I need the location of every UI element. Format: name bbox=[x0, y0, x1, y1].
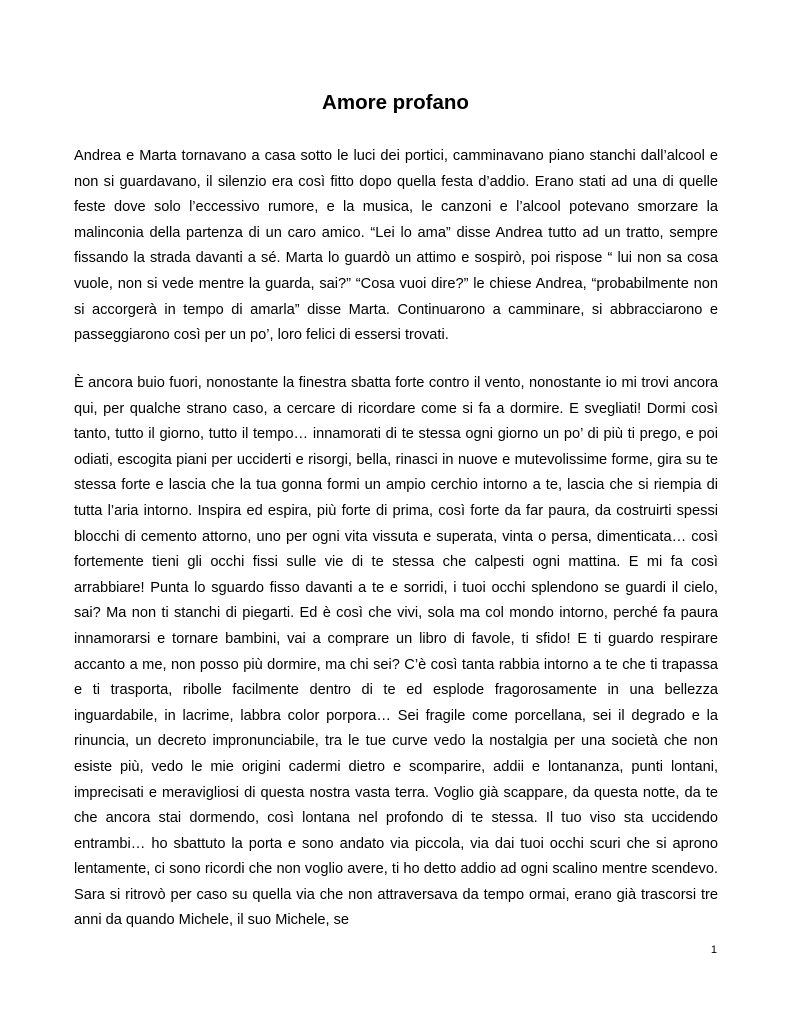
page-number: 1 bbox=[710, 944, 717, 956]
paragraph-1: Andrea e Marta tornavano a casa sotto le luci dei portici, camminavano piano stanchi dall’alcool e non si guardavano, il silenzio era così fitto dopo quella festa d’addio. Erano stati ad una di quelle feste dove solo l’eccessivo rumore, e la musica, le canzoni e l’alcool potevano smorzare la malinconia della partenza di un caro amico. “Lei lo ama” disse Andrea tutto ad un tratto, sempre fissando la strada davanti a sé. Marta lo guardò un attimo e sospirò, poi rispose “ lui non sa cosa vuole, non si vede mentre la guarda, sai?” “Cosa vuoi dire?” le chiese Andrea, “probabilmente non si accorgerà in tempo di amarla” disse Marta. Continuarono a camminare, si abbracciarono e passeggiarono così per un po’, loro felici di essersi trovati. bbox=[74, 148, 718, 344]
paragraph-2: È ancora buio fuori, nonostante la finestra sbatta forte contro il vento, nonostante io mi trovi ancora qui, per qualche strano caso, a cercare di ricordare come si fa a dormire. E svegliati! Dormi così tanto, tutto il giorno, tutto il tempo… innamorati di te stessa ogni giorno un po’ di più ti prego, e poi odiati, escogita piani per ucciderti e risorgi, bella, rinasci in nuove e mutevolissime forme, gira su te stessa forte e lascia che la tua gonna formi un ampio cerchio intorno a te, lascia che si riempia di tutta l’aria intorno. Inspira ed espira, più forte di prima, così forte da far paura, da costruirti spessi blocchi di cemento attorno, uno per ogni vita vissuta e superata, vinta o persa, dimenticata… così fortemente tieni gli occhi fissi sulle vie di te stessa che calpesti ogni mattina. E mi fa così arrabbiare! Punta lo sguardo fisso davanti a te e sorridi, i tuoi occhi splendono se guardi il cielo, sai? Ma non ti stanchi di piegarti. Ed è così che vivi, sola ma col mondo intorno, perché fa paura innamorarsi e tornare bambini, vai a comprare un libro di favole, ti sfido! E ti guardo respirare accanto a me, non posso più dormire, ma chi sei? C’è così tanta rabbia intorno a te che ti trapassa e ti trasporta, ribolle facilmente dentro di te ed esplode fragorosamente in una bellezza inguardabile, in lacrime, labbra color porpora… Sei fragile come porcellana, sei il degrado e la rinuncia, un decreto impronunciabile, tra le tue curve vedo la nostalgia per una società che non esiste più, vedo le mie origini cadermi dietro e scomparire, addii e lontananza, punti lontani, imprecisati e meravigliosi di questa nostra vasta terra. Voglio già scappare, da questa notte, da te che ancora stai dormendo, così lontana nel profondo di te stessa. Il tuo viso sta uccidendo entrambi… ho sbattuto la porta e sono andato via piccola, via dai tuoi occhi scuri che si aprono lentamente, ci sono ricordi che non voglio avere, ti ho detto addio ad ogni scalino mentre scendevo. Sara si ritrovò per caso su quella via che non attraversava da tempo ormai, erano già trascorsi tre anni da quando Michele, il suo Michele, se bbox=[74, 375, 718, 929]
page-title: Amore profano bbox=[322, 91, 469, 114]
